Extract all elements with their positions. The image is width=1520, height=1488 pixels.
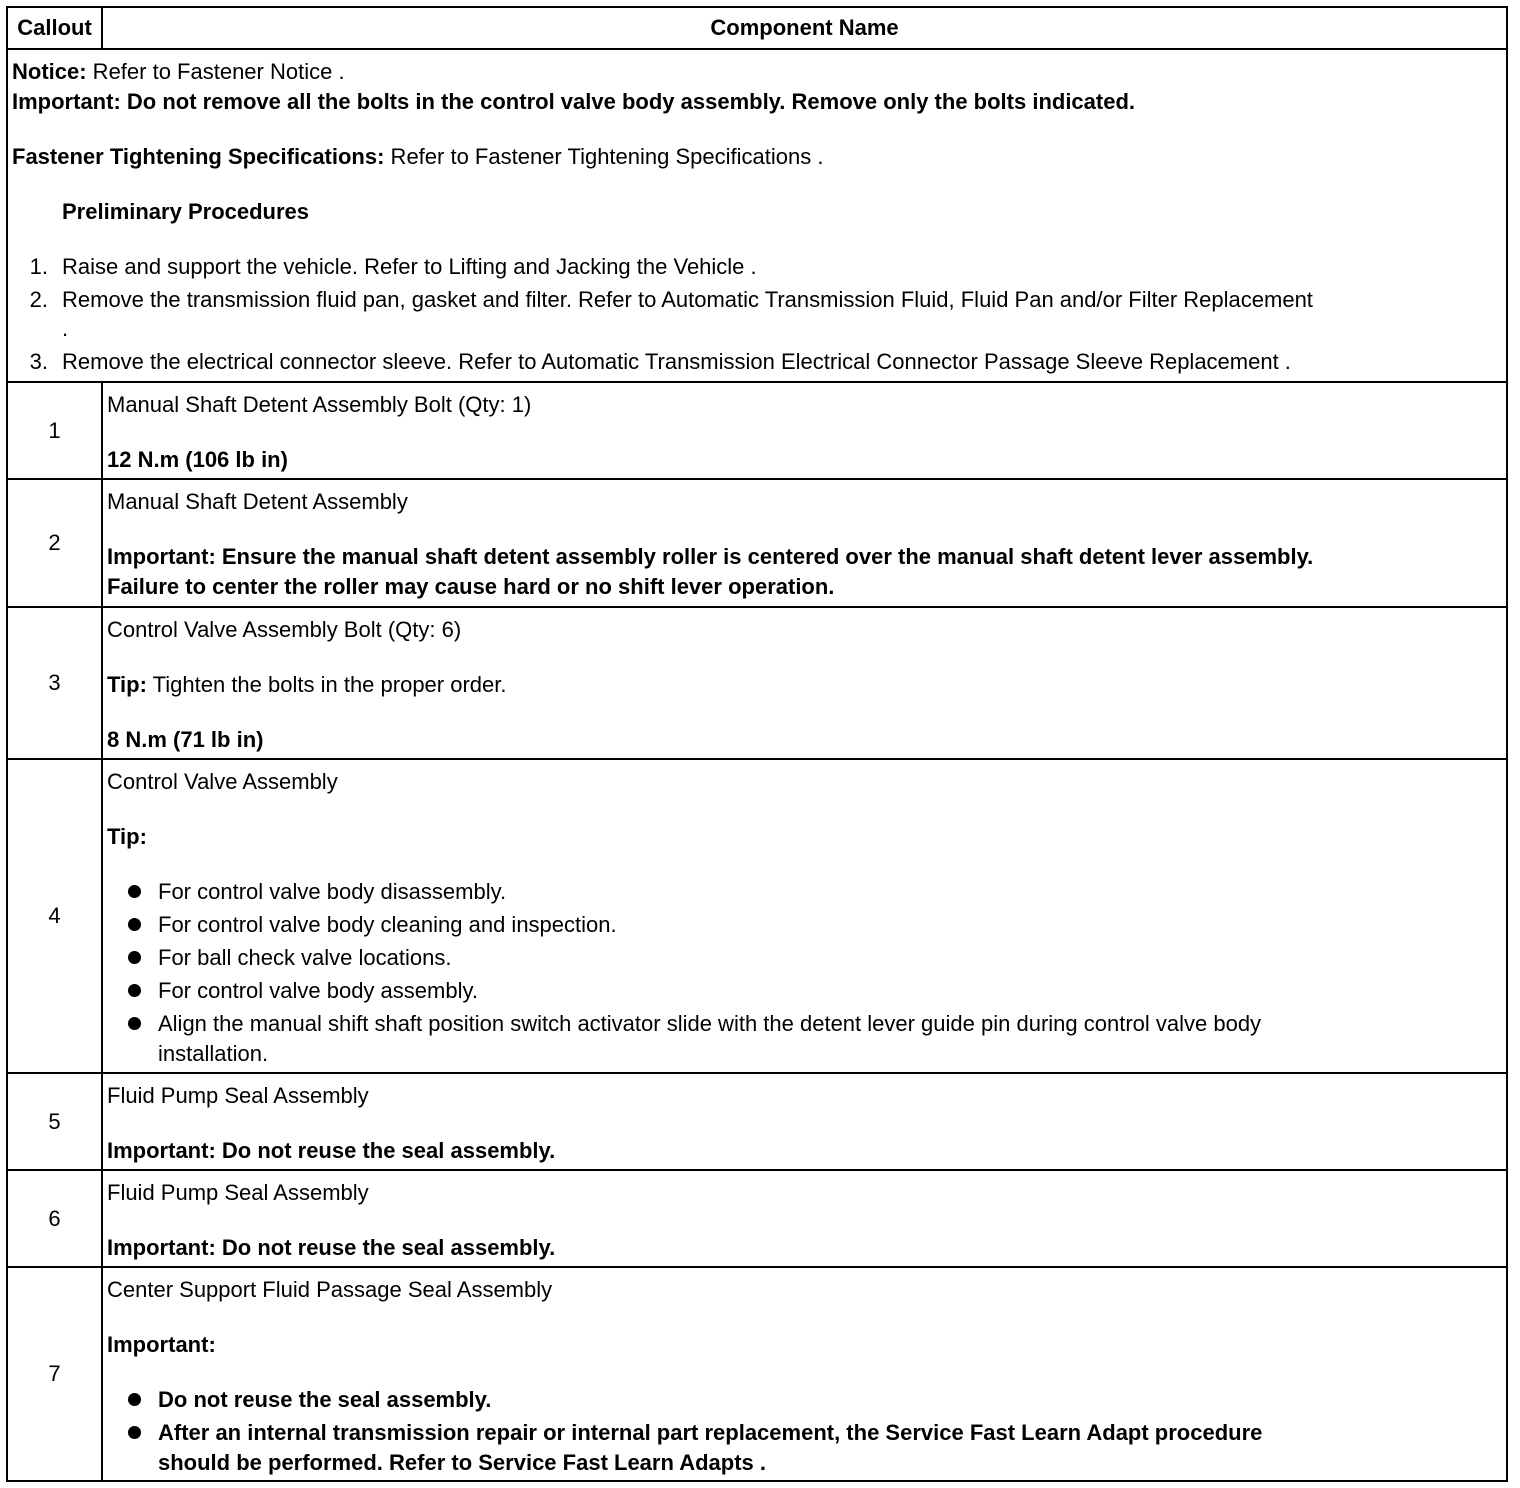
bullet-text: For control valve body cleaning and inspection. — [158, 912, 617, 937]
step-text-continuation: . — [62, 316, 69, 341]
bullet-text: For control valve body assembly. — [158, 978, 478, 1003]
important-note: Important: Do not reuse the seal assembly. — [107, 1235, 556, 1260]
bullet-text-continuation: should be performed. Refer to Service Fast Learn Adapts . — [158, 1450, 766, 1475]
bullet-text: Do not reuse the seal assembly. — [158, 1387, 492, 1412]
preliminary-procedures-title: Preliminary Procedures — [62, 199, 310, 224]
torque-spec: 12 N.m (106 lb in) — [107, 447, 288, 472]
bullet-text: For ball check valve locations. — [158, 945, 452, 970]
bullet-icon — [128, 1017, 141, 1030]
important-note-continuation: Failure to center the roller may cause hard or no shift lever operation. — [107, 574, 835, 599]
component-cell — [103, 480, 1506, 606]
step-number: 2. — [29, 287, 48, 312]
component-name: Control Valve Assembly — [107, 769, 338, 794]
header-component-name: Component Name — [710, 15, 899, 40]
component-name: Fluid Pump Seal Assembly — [107, 1083, 369, 1108]
bullet-icon — [128, 885, 141, 898]
component-name: Manual Shaft Detent Assembly — [107, 489, 408, 514]
bullet-text-continuation: installation. — [158, 1041, 269, 1066]
bullet-icon — [128, 1393, 141, 1406]
component-cell — [103, 1268, 1506, 1480]
callout-number: 7 — [8, 1268, 103, 1480]
component-name: Center Support Fluid Passage Seal Assembly — [107, 1277, 553, 1302]
tip-label: Tip: — [107, 824, 147, 849]
bullet-text: For control valve body disassembly. — [158, 879, 507, 904]
table-row — [8, 760, 1506, 1074]
notice-text: Refer to Fastener Notice . — [86, 59, 345, 84]
table-row — [8, 1268, 1506, 1480]
bullet-icon — [128, 1426, 141, 1439]
component-cell — [103, 383, 1506, 478]
component-cell — [103, 1171, 1506, 1266]
table-row — [8, 480, 1506, 608]
bullet-icon — [128, 918, 141, 931]
callout-number: 3 — [8, 608, 103, 758]
step-number: 3. — [29, 349, 48, 374]
specs-text: Refer to Fastener Tightening Specifications . — [384, 144, 824, 169]
table-row — [8, 383, 1506, 480]
bullet-text: Align the manual shift shaft position switch activator slide with the detent lever guide pin during control valve body — [158, 1011, 1262, 1036]
component-table — [6, 6, 1508, 1482]
notice-label: Notice: — [12, 59, 87, 84]
table-row — [8, 1074, 1506, 1171]
callout-number: 1 — [8, 383, 103, 478]
step-number: 1. — [29, 254, 48, 279]
step-text: Remove the electrical connector sleeve. Refer to Automatic Transmission Electrical Connector Passage Sleeve Replacement . — [62, 349, 1291, 374]
step-text: Remove the transmission fluid pan, gasket and filter. Refer to Automatic Transmission Fluid, Fluid Pan and/or Filter Replacement — [62, 287, 1313, 312]
bullet-icon — [128, 951, 141, 964]
component-cell — [103, 1074, 1506, 1169]
callout-number: 4 — [8, 760, 103, 1072]
callout-number: 2 — [8, 480, 103, 606]
bullet-icon — [128, 984, 141, 997]
tip-text: Tighten the bolts in the proper order. — [146, 672, 507, 697]
important-label: Important: — [107, 1332, 216, 1357]
intro-section — [8, 50, 1506, 383]
component-name: Fluid Pump Seal Assembly — [107, 1180, 369, 1205]
step-text: Raise and support the vehicle. Refer to Lifting and Jacking the Vehicle . — [62, 254, 757, 279]
torque-spec: 8 N.m (71 lb in) — [107, 727, 264, 752]
tip-label: Tip: — [107, 672, 147, 697]
specs-label: Fastener Tightening Specifications: — [12, 144, 385, 169]
tip-line — [107, 670, 506, 700]
table-row — [8, 1171, 1506, 1268]
callout-number: 6 — [8, 1171, 103, 1266]
callout-number: 5 — [8, 1074, 103, 1169]
important-note: Important: Do not remove all the bolts in the control valve body assembly. Remove only the bolts indicated. — [12, 89, 1136, 114]
bullet-text: After an internal transmission repair or internal part replacement, the Service Fast Learn Adapt procedure — [158, 1420, 1263, 1445]
component-cell — [103, 760, 1506, 1072]
component-name: Manual Shaft Detent Assembly Bolt (Qty: 1) — [107, 392, 532, 417]
component-cell — [103, 608, 1506, 758]
important-note: Important: Ensure the manual shaft detent assembly roller is centered over the manual shaft detent lever assembly. — [107, 544, 1314, 569]
important-note: Important: Do not reuse the seal assembly. — [107, 1138, 556, 1163]
table-header — [8, 8, 1506, 50]
component-name: Control Valve Assembly Bolt (Qty: 6) — [107, 617, 462, 642]
fastener-specs-line — [12, 142, 823, 172]
header-callout: Callout — [8, 8, 103, 48]
table-row — [8, 608, 1506, 760]
notice-line — [12, 57, 345, 87]
